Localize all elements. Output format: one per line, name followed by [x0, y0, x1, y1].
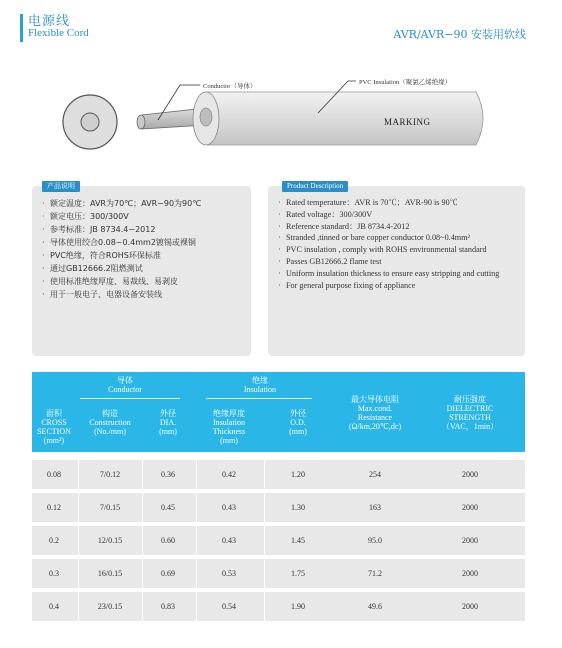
list-item: · Reference standard：JB 8734.4-2012 — [278, 221, 518, 233]
table-cell: 0.4 — [49, 602, 59, 611]
col-header-resistance: 最大导体电阻 Max.cond. Resistance (Ω/km,20℃,dc) — [348, 395, 402, 431]
table-cell: 163 — [369, 503, 381, 512]
model-heading: AVR/AVR−90 安装用软线 — [393, 28, 526, 41]
table-cell: 1.30 — [291, 503, 305, 512]
table-cell: 1.90 — [291, 602, 305, 611]
description-cn-tag: 产品说明 — [42, 181, 80, 192]
list-item: · Rated voltage：300/300V — [278, 209, 518, 221]
row-separator — [196, 526, 197, 555]
list-item: · 用于一般电子、电器设备安装线 — [42, 288, 247, 301]
table-cell: 0.42 — [222, 470, 236, 479]
table-cell: 71.2 — [368, 569, 382, 578]
table-cell: 0.36 — [161, 470, 175, 479]
table-cell: 0.43 — [222, 536, 236, 545]
table-cell: 0.45 — [161, 503, 175, 512]
row-separator — [196, 559, 197, 588]
table-cell: 2000 — [462, 503, 478, 512]
list-item: · For general purpose fixing of appliance — [278, 280, 518, 292]
table-cell: 0.54 — [222, 602, 236, 611]
table-cell: 2000 — [462, 569, 478, 578]
list-item: · 额定电压：300/300V — [42, 210, 247, 223]
row-separator — [196, 460, 197, 489]
row-separator — [264, 559, 265, 588]
table-cell: 0.3 — [49, 569, 59, 578]
table-cell: 7/0.15 — [99, 503, 121, 512]
insulation-underline — [206, 398, 312, 399]
description-cn-list — [42, 197, 247, 301]
header-accent-bar — [20, 14, 23, 42]
list-item: · Passes GB12666.2 flame test — [278, 256, 518, 268]
table-cell: 95.0 — [368, 536, 382, 545]
table-cell: 0.12 — [47, 503, 61, 512]
col-header-construction: 构造 Construction (No./mm) — [89, 409, 131, 436]
table-cell: 23/0.15 — [97, 602, 123, 611]
insulation-jacket — [199, 92, 483, 145]
row-separator — [78, 559, 79, 588]
marking-text: MARKING — [384, 117, 431, 127]
table-cell: 0.69 — [161, 569, 175, 578]
row-separator — [196, 493, 197, 522]
list-item: · 额定温度：AVR为70℃；AVR−90为90℃ — [42, 197, 247, 210]
cable-diagram — [60, 65, 530, 175]
list-item: · PVC insulation , comply with ROHS environmental standard — [278, 244, 518, 256]
group-conductor-header: 导体 Conductor — [108, 376, 142, 394]
row-separator — [264, 493, 265, 522]
list-item: · PVC绝缘，符合ROHS环保标准 — [42, 249, 247, 262]
conductor-callout: Conductor（导体） — [203, 83, 257, 90]
table-cell: 2000 — [462, 602, 478, 611]
row-separator — [264, 460, 265, 489]
col-header-dia: 外径 DIA. (mm) — [159, 409, 177, 436]
col-header-od: 外径 O.D. (mm) — [289, 409, 307, 436]
table-cell: 0.53 — [222, 569, 236, 578]
col-header-area: 面积 CROSS SECTION (mm²) — [37, 409, 71, 445]
table-cell: 0.2 — [49, 536, 59, 545]
row-separator — [264, 526, 265, 555]
row-separator — [142, 460, 143, 489]
title-chinese: 电源线 — [28, 14, 71, 29]
table-cell: 254 — [369, 470, 381, 479]
row-separator — [142, 592, 143, 621]
cross-section-view — [63, 95, 117, 149]
table-cell: 0.60 — [161, 536, 175, 545]
row-separator — [142, 493, 143, 522]
row-separator — [142, 559, 143, 588]
table-cell: 1.75 — [291, 569, 305, 578]
table-cell: 1.45 — [291, 536, 305, 545]
table-cell: 1.20 — [291, 470, 305, 479]
row-separator — [78, 592, 79, 621]
list-item: · Uniform insulation thickness to ensure easy stripping and cutting — [278, 268, 518, 280]
list-item: · 通过GB12666.2阻燃测试 — [42, 262, 247, 275]
list-item: · Rated temperature：AVR is 70℃；AVR-90 is 90℃ — [278, 197, 518, 209]
col-header-strength: 耐压强度 DIELECTRIC STRENGTH （VAC，1min） — [441, 395, 499, 431]
col-header-thickness: 绝缘厚度 Insulation Thickness (mm) — [212, 409, 246, 445]
list-item: · 导体使用绞合0.08~0.4mm2镀锡或裸铜 — [42, 236, 247, 249]
row-separator — [78, 493, 79, 522]
table-cell: 7/0.12 — [99, 470, 121, 479]
title-english: Flexible Cord — [28, 27, 89, 39]
conductor-underline — [80, 398, 180, 399]
list-item: · 使用标准绝缘厚度、易裁线、易剥皮 — [42, 275, 247, 288]
table-cell: 0.08 — [47, 470, 61, 479]
row-separator — [78, 526, 79, 555]
group-insulation-header: 绝缘 Insulation — [244, 376, 276, 394]
list-item: · 参考标准：JB 8734.4−2012 — [42, 223, 247, 236]
table-cell: 12/0.15 — [97, 536, 123, 545]
insulation-callout: PVC Insulation（聚氯乙烯绝缘） — [359, 79, 452, 86]
row-separator — [196, 592, 197, 621]
list-item: · Stranded ,tinned or bare copper conductor 0.08~0.4mm² — [278, 232, 518, 244]
row-separator — [142, 526, 143, 555]
description-en-tag: Product Description — [282, 181, 348, 192]
table-cell: 0.83 — [161, 602, 175, 611]
table-cell: 0.43 — [222, 503, 236, 512]
row-separator — [78, 460, 79, 489]
description-en-list — [278, 197, 518, 291]
table-cell: 16/0.15 — [97, 569, 123, 578]
table-cell: 49.6 — [368, 602, 382, 611]
table-cell: 2000 — [462, 536, 478, 545]
table-cell: 2000 — [462, 470, 478, 479]
row-separator — [264, 592, 265, 621]
